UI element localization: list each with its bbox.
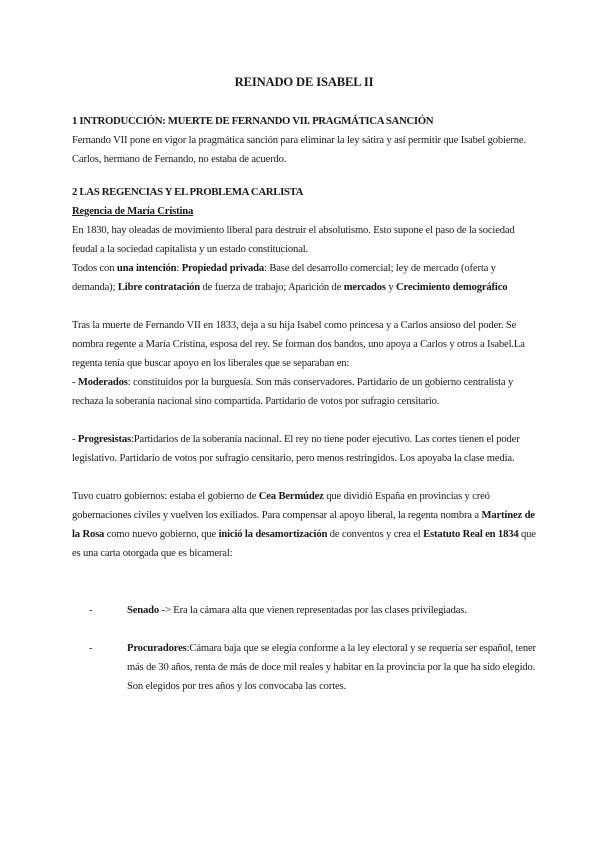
chamber-list-2 bbox=[72, 639, 536, 696]
bullet-dash: - bbox=[89, 643, 93, 654]
paragraph-death-fernando: Tras la muerte de Fernando VII en 1833, deja a su hija Isabel como princesa y a Carlos ansioso del poder. Se nombra regente a María Cristina, esposa del rey. Se forman dos bandos, uno apoya a Carlos y otros a Isabel.La regenta tenía que buscar apoyo en los liberales que se separaban en: bbox=[72, 320, 525, 369]
bold-desamortizacion: inició la desamortización bbox=[218, 529, 328, 540]
bold-mercados: mercados bbox=[343, 282, 386, 293]
bold-progresistas: Progresistas bbox=[77, 434, 132, 445]
bold-moderados: Moderados bbox=[77, 377, 128, 388]
bold-libre-contratacion: Libre contratación bbox=[117, 282, 200, 293]
bold-propiedad-privada: Propiedad privada bbox=[181, 263, 265, 274]
document-title: REINADO DE ISABEL II bbox=[234, 75, 374, 89]
regencia-subheading: Regencia de María Cristina bbox=[72, 206, 194, 217]
chamber-list bbox=[72, 601, 536, 620]
section-1-heading: 1 INTRODUCCIÓN: MUERTE DE FERNANDO VII. PRAGMÁTICA SANCIÓN bbox=[72, 115, 434, 127]
bold-estatuto-real: Estatuto Real en 1834 bbox=[423, 529, 519, 540]
bullet-dash: - bbox=[89, 605, 93, 616]
paragraph-intention: Todos con una intención: Propiedad privada: Base del desarrollo comercial; ley de mercado (oferta y demanda); Libre contratación de fuerza de trabajo; Aparición de mercados y Crecimiento demográfico bbox=[72, 263, 508, 293]
bold-una-intencion: una intención bbox=[116, 263, 177, 274]
bold-martinez-de-la-rosa: Martínez de la Rosa bbox=[72, 510, 535, 540]
section-2-heading: 2 LAS REGENCIAS Y EL PROBLEMA CARLISTA bbox=[72, 186, 304, 198]
paragraph-moderados: - Moderados: constituidos por la burguesía. Son más conservadores. Partidario de un gobierno centralista y rechaza la soberanía nacional sino compartida. Partidario de votos por sufragio censitario. bbox=[72, 377, 514, 407]
list-item-procuradores: - Procuradores:Cámara baja que se elegía conforme a la ley electoral y se requería ser español, tener más de 30 años, renta de más de doce mil reales y habitar en la provincia por la que ha sido elegido. Son elegidos por tres años y los convocaba las cortes. bbox=[89, 639, 536, 696]
paragraph-liberal-movement: En 1830, hay oleadas de movimiento liberal para destruir el absolutismo. Esto supone el paso de la sociedad feudal a la sociedad capitalista y un estado constitucional. bbox=[72, 225, 515, 255]
section-1-paragraph: Fernando VII pone en vigor la pragmática sanción para eliminar la ley sátira y así permitir que Isabel gobierne. Carlos, hermano de Fernando, no estaba de acuerdo. bbox=[72, 135, 526, 165]
bold-senado: Senado bbox=[127, 605, 160, 616]
bold-crecimiento-demografico: Crecimiento demográfico bbox=[396, 282, 508, 293]
paragraph-gobiernos: Tuvo cuatro gobiernos: estaba el gobierno de Cea Bermúdez que dividió España en provincias y creó gobernaciones civiles y vuelven los exiliados. Para compensar al apoyo liberal, la regenta nombra a Martínez de la Rosa como nuevo gobierno, que inició la desamortización de conventos y crea el Estatuto Real en 1834 que es una carta otorgada que es bicameral: bbox=[72, 491, 536, 559]
bold-procuradores: Procuradores bbox=[127, 643, 187, 654]
list-item-senado: - Senado -> Era la cámara alta que vienen representadas por las clases privilegiadas. bbox=[89, 601, 536, 620]
paragraph-progresistas: - Progresistas:Partidarios de la soberanía nacional. El rey no tiene poder ejecutivo. Las cortes tienen el poder legislativo. Partidario de votos por sufragio censitario, pero menos restringidos. Los apoyaba la clase media. bbox=[72, 434, 520, 464]
bold-cea-bermudez: Cea Bermúdez bbox=[258, 491, 324, 502]
